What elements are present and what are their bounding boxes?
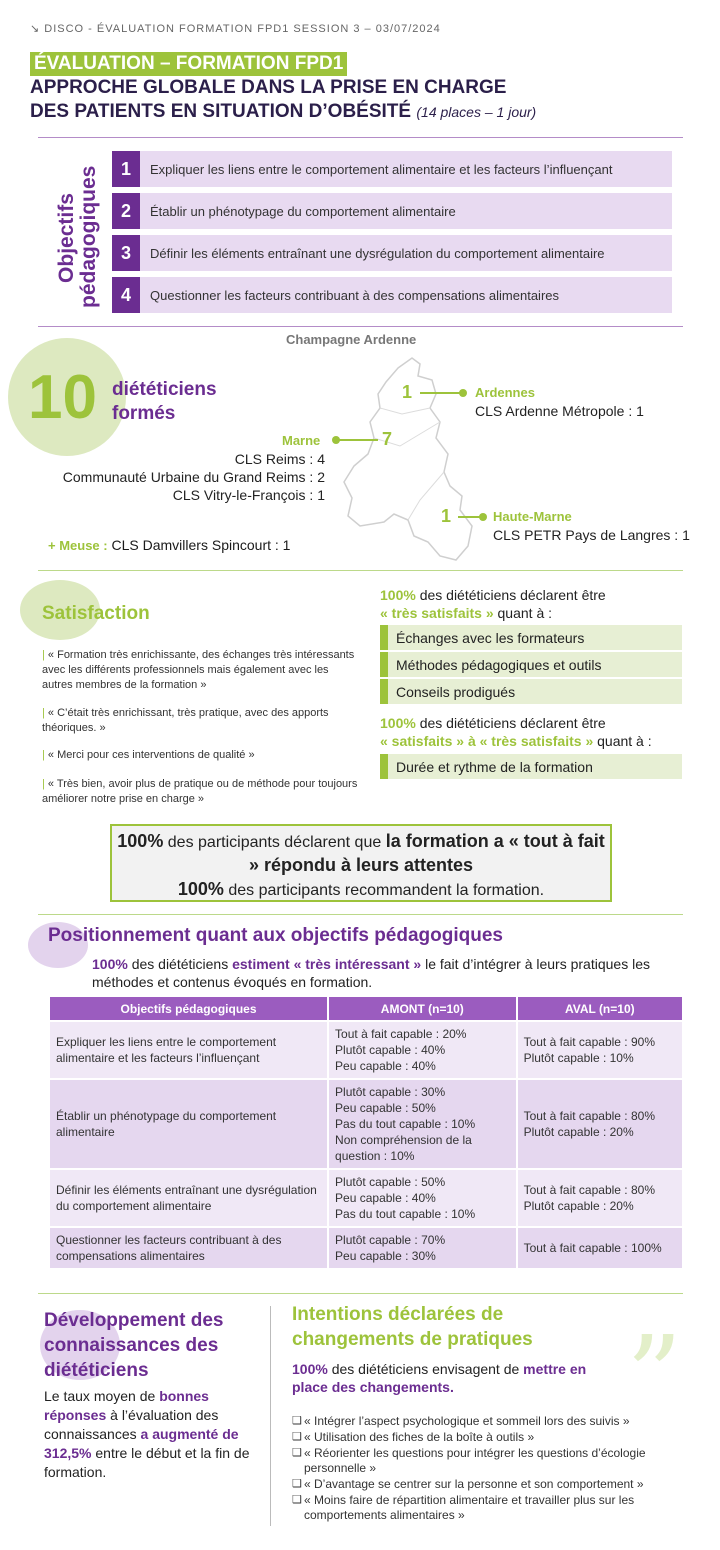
table-cell: Expliquer les liens entre le comportement alimentaire et les facteurs l’influençant	[49, 1021, 328, 1079]
table-row	[49, 1079, 683, 1169]
table-cell: Questionner les facteurs contribuant à des compensations alimentaires	[49, 1227, 328, 1269]
table-header: AMONT (n=10)	[328, 996, 517, 1021]
meuse-line: + Meuse : CLS Damvillers Spincourt : 1	[48, 537, 291, 553]
development-title: Développement des connaissances des diététiciens	[44, 1310, 224, 1381]
satisfaction-item: Méthodes pédagogiques et outils	[380, 652, 682, 677]
checkbox-icon: ❑	[292, 1478, 302, 1490]
satisfaction-item: Conseils prodigués	[380, 679, 682, 704]
positioning-intro: 100% des diététiciens estiment « très intéressant » le fait d’intégrer à leurs pratiques les méthodes et contenus évoqués en formation.	[92, 956, 650, 990]
quote-mark-icon: ”	[626, 1312, 683, 1440]
marker-dot	[479, 513, 487, 521]
ardennes-detail: CLS Ardenne Métropole : 1	[475, 403, 644, 419]
page-subtitle: (14 places – 1 jour)	[416, 104, 537, 120]
haute-marne-label: Haute-Marne	[493, 509, 572, 524]
satisfaction-item: Durée et rythme de la formation	[380, 754, 682, 779]
intention-item: ❑ « Utilisation des fiches de la boîte à outils »	[292, 1430, 535, 1444]
quote-item: | « Très bien, avoir plus de pratique ou de méthode pour toujours améliorer notre prise en charge »	[42, 778, 358, 805]
quote-item: | « Merci pour ces interventions de qualité »	[42, 749, 255, 761]
satisfaction-block2-intro: 100% des diététiciens déclarent être « satisfaits » à « très satisfaits » quant à :	[380, 715, 652, 749]
connector-line	[338, 439, 378, 441]
quote-item: | « C’était très enrichissant, très pratique, avec des apports théoriques. »	[42, 707, 329, 734]
intentions-title: Intentions déclarées de changements de pratiques	[292, 1304, 533, 1350]
checkbox-icon: ❑	[292, 1494, 302, 1506]
objectives-label: Objectifs pédagogiques	[55, 165, 100, 308]
positioning-title: Positionnement quant aux objectifs pédagogiques	[48, 925, 503, 946]
summary-box: 100% des participants déclarent que la formation a « tout à fait » répondu à leurs attentes 100% des participants recommandent la formation.	[110, 824, 612, 902]
table-row	[49, 1021, 683, 1079]
table-row	[49, 1227, 683, 1269]
title-highlight: ÉVALUATION – FORMATION FPD1	[30, 52, 347, 76]
table-row	[49, 1169, 683, 1227]
divider	[38, 137, 683, 138]
column-separator	[270, 1306, 271, 1526]
divider	[38, 1293, 683, 1294]
divider	[38, 326, 683, 327]
table-cell: Tout à fait capable : 20% Plutôt capable : 40% Peu capable : 40%	[328, 1021, 517, 1079]
table-cell: Établir un phénotypage du comportement alimentaire	[49, 1079, 328, 1169]
divider	[38, 570, 683, 571]
satisfaction-item: Échanges avec les formateurs	[380, 625, 682, 650]
table-cell: Tout à fait capable : 100%	[517, 1227, 683, 1269]
marne-details: CLS Reims : 4 Communauté Urbaine du Grand Reims : 2 CLS Vitry-le-François : 1	[62, 451, 325, 503]
objective-item: 1 Expliquer les liens entre le comportement alimentaire et les facteurs l’influençant	[112, 151, 672, 187]
connector-line	[420, 392, 462, 394]
intentions-intro: 100% des diététiciens envisagent de mettre en place des changements.	[292, 1361, 587, 1395]
arrow-icon: ↘	[30, 23, 45, 35]
table-header: AVAL (n=10)	[517, 996, 683, 1021]
intention-item: ❑ « Moins faire de répartition alimentaire et travailler plus sur les comportements alimentaires »	[292, 1493, 635, 1522]
intention-item: ❑ « D’avantage se centrer sur la personne et son comportement »	[292, 1477, 644, 1491]
positioning-table	[48, 995, 684, 1270]
page-title: APPROCHE GLOBALE DANS LA PRISE EN CHARGE DES PATIENTS EN SITUATION D’OBÉSITÉ (14 places – 1 jour)	[30, 77, 537, 122]
table-cell: Tout à fait capable : 90% Plutôt capable : 10%	[517, 1021, 683, 1079]
objective-item: 4 Questionner les facteurs contribuant à des compensations alimentaires	[112, 277, 672, 313]
haute-marne-detail: CLS PETR Pays de Langres : 1	[493, 527, 690, 543]
table-cell: Définir les éléments entraînant une dysrégulation du comportement alimentaire	[49, 1169, 328, 1227]
table-cell: Plutôt capable : 50% Peu capable : 40% Pas du tout capable : 10%	[328, 1169, 517, 1227]
trained-count: 10	[28, 363, 97, 432]
checkbox-icon: ❑	[292, 1415, 302, 1427]
map-title: Champagne Ardenne	[286, 332, 417, 347]
header-topline: ↘ DISCO - ÉVALUATION FORMATION FPD1 SESSION 3 – 03/07/2024	[30, 23, 441, 35]
table-header: Objectifs pédagogiques	[49, 996, 328, 1021]
table-cell: Plutôt capable : 30% Peu capable : 50% Pas du tout capable : 10% Non compréhension de la question : 10%	[328, 1079, 517, 1169]
quote-item: | « Formation très enrichissante, des échanges très intéressants avec les différents professionnels mais également avec les autres membres de la formation »	[42, 649, 355, 691]
satisfaction-title: Satisfaction	[42, 603, 150, 624]
table-cell: Plutôt capable : 70% Peu capable : 30%	[328, 1227, 517, 1269]
table-cell: Tout à fait capable : 80% Plutôt capable : 20%	[517, 1079, 683, 1169]
region-map	[340, 350, 510, 570]
marker-dot	[459, 389, 467, 397]
satisfaction-block1-intro: 100% des diététiciens déclarent être « très satisfaits » quant à :	[380, 587, 606, 621]
table-cell: Tout à fait capable : 80% Plutôt capable : 20%	[517, 1169, 683, 1227]
objective-item: 2 Établir un phénotypage du comportement alimentaire	[112, 193, 672, 229]
development-text: Le taux moyen de bonnes réponses à l’évaluation des connaissances a augmenté de 312,5% entre le début et la fin de formation.	[44, 1388, 250, 1480]
checkbox-icon: ❑	[292, 1447, 302, 1459]
haute-marne-count: 1	[441, 506, 452, 526]
trained-label: diététiciens formés	[112, 379, 217, 424]
checkbox-icon: ❑	[292, 1431, 302, 1443]
marne-label: Marne	[282, 433, 321, 448]
objective-item: 3 Définir les éléments entraînant une dysrégulation du comportement alimentaire	[112, 235, 672, 271]
marne-count: 7	[382, 429, 393, 449]
divider	[38, 914, 683, 915]
intention-item: ❑ « Réorienter les questions pour intégrer les questions d’écologie personnelle »	[292, 1446, 646, 1475]
ardennes-count: 1	[402, 382, 413, 402]
ardennes-label: Ardennes	[475, 385, 535, 400]
intention-item: ❑ « Intégrer l’aspect psychologique et sommeil lors des suivis »	[292, 1414, 630, 1428]
